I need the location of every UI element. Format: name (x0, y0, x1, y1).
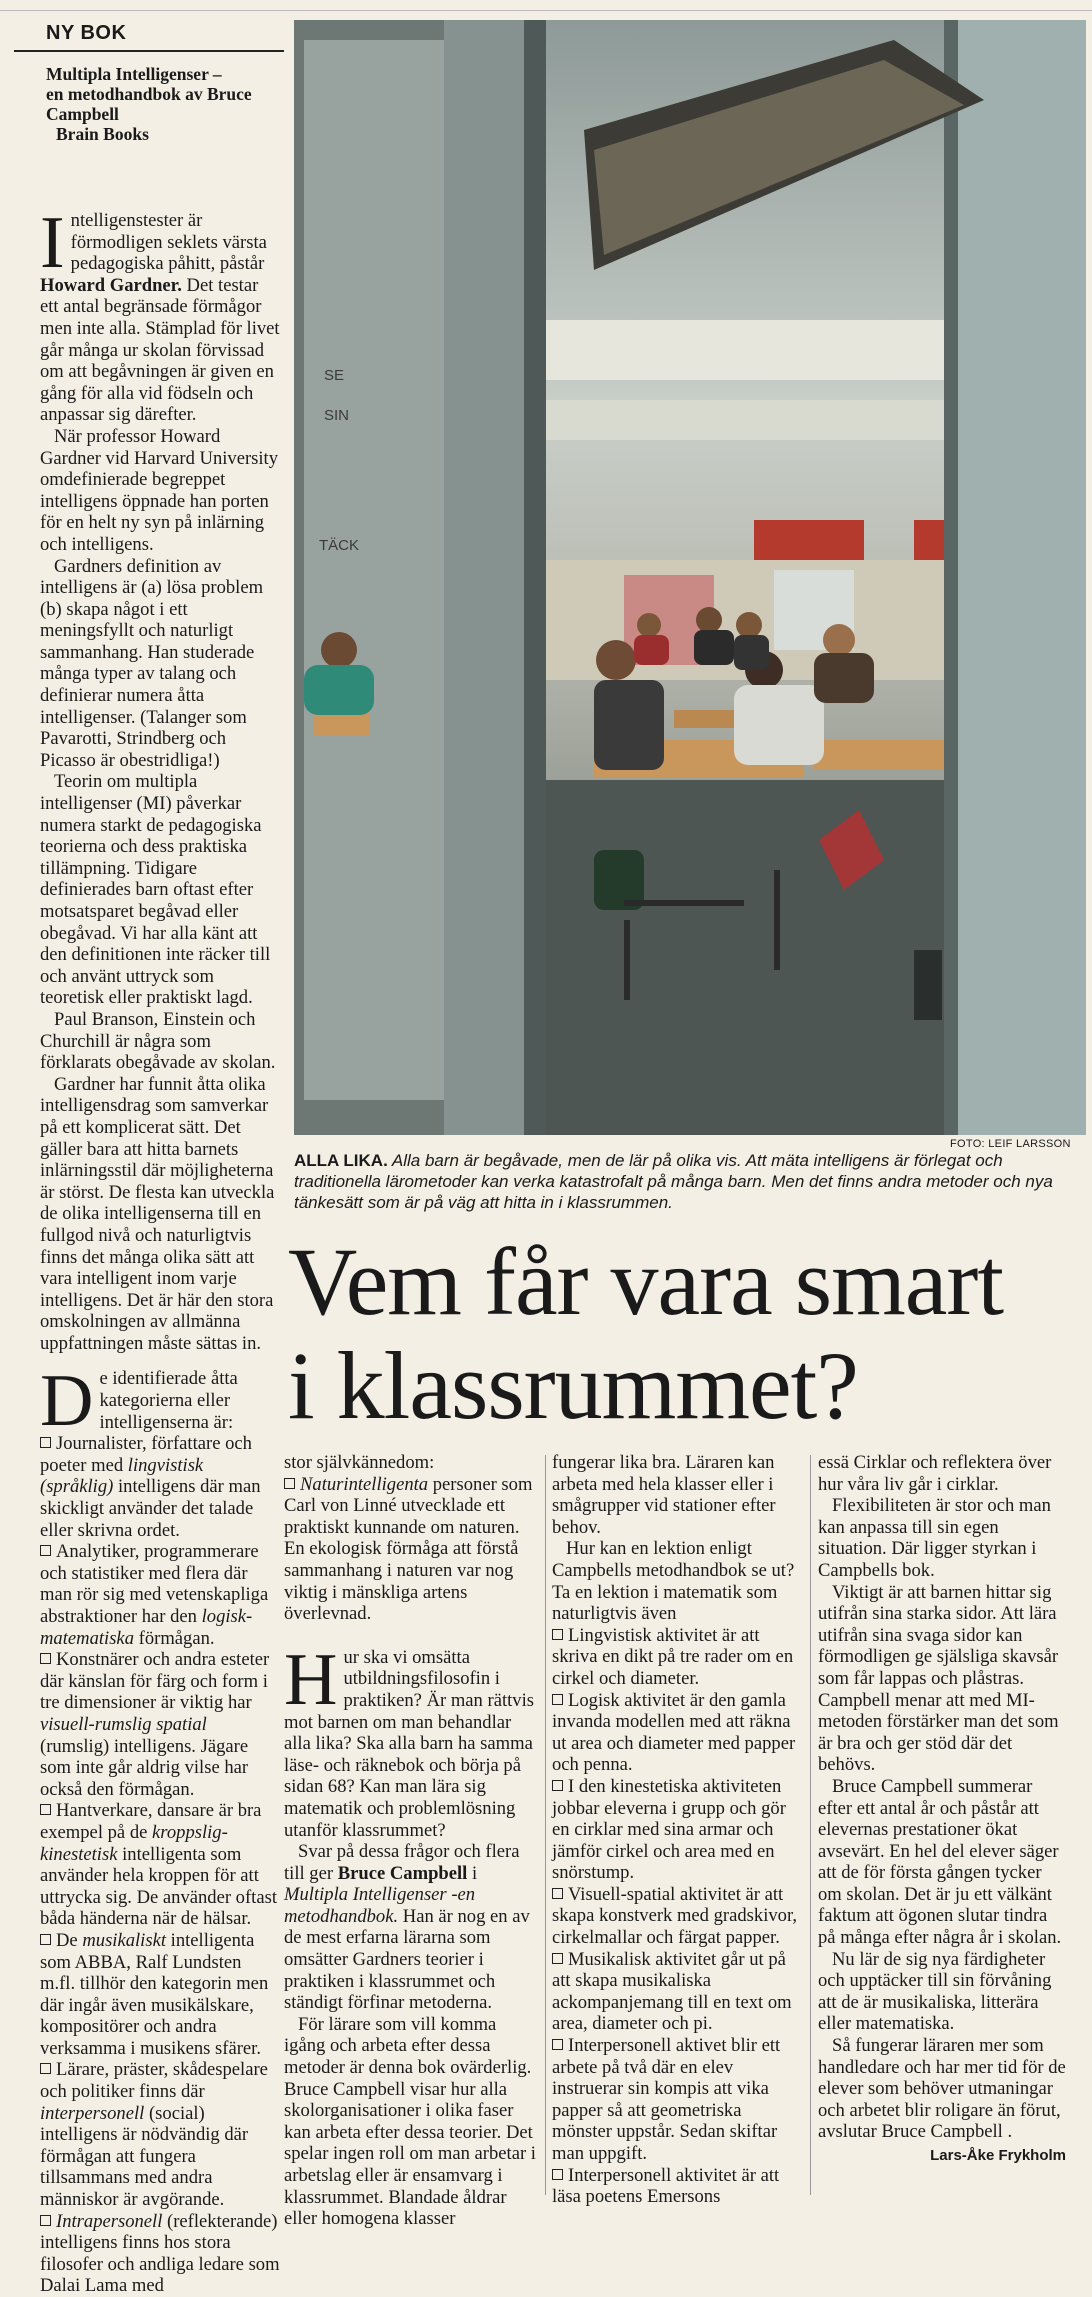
list-item: Intrapersonell (reflekterande) intelligens finns hos stora filosofer och andliga ledare som Dalai Lama med (40, 2210, 280, 2297)
checkbox-bullet-icon (552, 1953, 563, 1964)
list-item: Analytiker, programmerare och statistiker med flera där man rör sig med vetenskapliga abstraktioner har den logisk-matematiska förmågan. (40, 1541, 269, 1649)
list-item: I den kinestetiska aktiviteten jobbar eleverna i grupp och gör en cirklar med sina armar och jämför cirkel och area med en snörstump. (552, 1775, 786, 1884)
list-item: Interpersonell aktivet blir ett arbete på två där en elev instruerar sin kompis att vika papper så att geometriska mönster uppstår. Sedan skiftar man uppgift. (552, 2035, 781, 2164)
list-item: Lingvistisk aktivitet är att skriva en dikt på tre rader om en cirkel och diameter. (552, 1624, 794, 1689)
paragraph: Så fungerar läraren mer som handledare och har mer tid för de elever som behöver utmaningar och arbetet blir roligare än förut, avslutar Bruce Campbell . (818, 2035, 1066, 2143)
caption-lead: ALLA LIKA. (294, 1151, 388, 1170)
dropcap: H (284, 1638, 338, 1721)
paragraph: Bruce Campbell summerar efter ett antal år och påstår att elevernas prestationer ökat avsevärt. En hel del elever säger att de för första gången tycker om skolan. Det är ju ett välkänt faktum att ögonen slutar tindra på många efter några år i skolan. (818, 1775, 1062, 1949)
list-item: Konstnärer och andra esteter där känslan för färg och form i tre dimensioner är viktig har visuell-rumslig spatial (rumslig) intelligens. Jägare som inte går aldrig vilse har också den förmågan. (40, 1649, 270, 1800)
list-item: Naturintelligenta personer som Carl von Linné utvecklade ett praktiskt kunnande om naturen. En ekologisk förmåga att förstå sammanhang i naturen var nog viktig i mänskliga artens överlevnad. (284, 1473, 533, 1625)
headline (288, 1230, 1078, 1438)
checkbox-bullet-icon (40, 1653, 51, 1664)
wall-sign-text: TÄCK (319, 537, 360, 554)
book-info (46, 64, 286, 144)
dropcap: I (40, 202, 65, 284)
paragraph: fungerar lika bra. Läraren kan arbeta med hela klasser eller i smågrupper vid stationer efter behov. (552, 1452, 776, 1538)
paragraph: Flexibiliteten är stor och man kan anpassa till sin egen situation. Där ligger styrkan i Campbells bok. (818, 1495, 1051, 1581)
list-item: Lärare, präster, skådespelare och politiker finns där interpersonell (social) intelligens är nödvändig där förmågan att fungera tillsammans med andra människor är avgörande. (40, 2059, 268, 2211)
checkbox-bullet-icon (40, 2063, 51, 2074)
book-title-line: Campbell (46, 104, 119, 124)
list-item: De musikaliskt intelligenta som ABBA, Ralf Lundsten m.fl. tillhör den kategorin men där ingår även musikälskare, kompositörer och andra verksamma i musikens sfärer. (40, 1929, 269, 2059)
headline-line: Vem får vara smart (288, 1228, 1003, 1335)
list-item: Hantverkare, dansare är bra exempel på de kroppslig-kinestetisk intelligenta som använder hela kroppen för att uttrycka sig. De använder oftast båda händerna när de hälsar. (40, 1800, 277, 1930)
paragraph: Gardners definition av intelligens är (a) lösa problem (b) skapa något i ett meningsfyllt och naturligt sammanhang. Han studerade många typer av talang och definierar numera åtta intelligenser. (Talanger som Pavarotti, Strindberg och Picasso är obestridliga!) (40, 555, 264, 771)
paragraph: essä Cirklar och reflektera över hur våra liv går i cirklar. (818, 1452, 1052, 1495)
section-tag: NY BOK (46, 22, 127, 44)
checkbox-bullet-icon (552, 1780, 563, 1791)
list-item: Visuell-spatial aktivitet är att skapa konstverk med gradskivor, cirkelmallar och färgat papper. (552, 1883, 798, 1949)
section-tag-rule (14, 50, 284, 52)
list-item: Interpersonell aktivitet är att läsa poetens Emersons (552, 2164, 780, 2208)
paragraph: De identifierade åtta kategorierna eller intelligenserna är: (40, 1360, 238, 1443)
checkbox-bullet-icon (40, 1804, 51, 1815)
headline-line: i klassrummet? (288, 1332, 858, 1439)
paragraph: Nu lär de sig nya färdigheter och upptäcker till sin förvåning att de är musikaliska, litterära eller matematiska. (818, 1948, 1052, 2035)
classroom-photo (294, 20, 1086, 1135)
column-rule (545, 1455, 546, 2195)
photo-caption (294, 1150, 1084, 1213)
paragraph: Viktigt är att barnen hittar sig utifrån sina starka sidor. Att lära utifrån sina svaga sidor kan förmodligen ge själsliga skavsår som får lappas och plåstras. Campbell menar att med MI-metoden förstärker man det som är bra och ger stöd där det behövs. (818, 1581, 1059, 1776)
classroom-image (294, 20, 1086, 1135)
checkbox-bullet-icon (552, 1888, 563, 1899)
wall-sign-text: SIN (324, 407, 350, 424)
checkbox-bullet-icon (552, 2039, 563, 2050)
list-item: Logisk aktivitet är den gamla invanda modellen med att räkna ut area och diameter med papper och penna. (552, 1689, 796, 1776)
paragraph: Hur ska vi omsätta utbildningsfilosofin i praktiken? Är man rättvis mot barnen om man behandlar alla lika? Ska alla barn ha samma läse- och räknebok och börja på sidan 68? Kan man lära sig matematik och problemlösning utanför klassrummet? (284, 1638, 534, 1841)
caption-text: Alla barn är begåvade, men de lär på olika vis. Att mäta intelligens är förlegat och traditionella lärometoder kan verka katastrofalt på många barn. Men det finns andra metoder och nya tänkesätt som är på väg att hitta in i klassrummen. (294, 1151, 1053, 1212)
author-signature: Lars-Åke Frykholm (930, 2147, 1066, 2164)
book-title-line: en metodhandbok av Bruce (46, 84, 252, 104)
checkbox-bullet-icon (552, 2169, 563, 2180)
paragraph: stor självkännedom: (284, 1452, 435, 1473)
paragraph: För lärare som vill komma igång och arbeta efter dessa metoder är denna bok ovärderlig. Bruce Campbell visar hur alla skolorganisationer i olika faser kan arbeta efter dessa teorier. Det spelar ingen roll om man arbetar i arbetslag eller är ensamvarg i klassrummet. Blandade åldrar eller homogena klasser (284, 2013, 536, 2230)
book-title-line: Multipla Intelligenser – (46, 64, 222, 84)
column-1 (40, 202, 280, 2297)
paragraph: Hur kan en lektion enligt Campbells metodhandbok se ut? Ta en lektion i matematik som naturligtvis även (552, 1538, 795, 1625)
paragraph: Gardner har funnit åtta olika intelligensdrag som samverkar på ett komplicerat sätt. Det gäller bara att hitta barnets inlärningsstil där möjligheterna är störst. De flesta kan utveckla de olika intelligenserna till en fullgod nivå och naturligtvis finns det många olika sätt att vara intelligent inom varje intelligens. Det är här den stora omskolningen av allmänna uppfattningen måste sättas in. (40, 1073, 275, 1354)
paragraph: Svar på dessa frågor och flera till ger Bruce Campbell i Multipla Intelligenser -en metodhandbok. Han är nog en av de mest erfarna lärarna som omsätter Gardners teorier i praktiken i klassrummet och ständigt förfinar metoderna. (284, 1841, 530, 2014)
checkbox-bullet-icon (552, 1694, 563, 1705)
paragraph: När professor Howard Gardner vid Harvard University omdefinierade begreppet intelligens öppnade han porten för en helt ny syn på inlärning och intelligens. (40, 425, 279, 555)
top-edge (0, 0, 1092, 11)
dropcap: D (40, 1360, 94, 1443)
checkbox-bullet-icon (40, 1545, 51, 1556)
column-2 (284, 1452, 538, 2230)
checkbox-bullet-icon (40, 2215, 51, 2226)
column-rule (810, 1455, 811, 2195)
lead-paragraph: Intelligenstester är förmodligen seklets värsta pedagogiska påhitt, påstår Howard Gardner. Det testar ett antal begränsade förmågor men inte alla. Stämplad för livet går många ur skolan förvissad om att begåvningen är given en gång för alla vid födseln och anpassar sig därefter. (40, 202, 280, 426)
checkbox-bullet-icon (552, 1629, 563, 1640)
wall-sign-text: SE (324, 367, 345, 384)
checkbox-bullet-icon (284, 1478, 295, 1489)
book-publisher: Brain Books (56, 124, 149, 144)
column-3 (552, 1452, 802, 2208)
checkbox-bullet-icon (40, 1437, 51, 1448)
column-4 (818, 1452, 1066, 2167)
paragraph: Teorin om multipla intelligenser (MI) påverkar numera starkt de pedagogiska teorierna och dess praktiska tillämpning. Tidigare definierades barn oftast efter motsatsparet begåvad eller obegåvad. Vi har alla känt att den definitionen inte räcker till och använt uttryck som teoretisk eller praktiskt lagd. (40, 771, 271, 1009)
list-item: Journalister, författare och poeter med lingvistisk (språklig) intelligens där man skickligt använder det talade eller skrivna ordet. (40, 1433, 261, 1541)
photo-credit: FOTO: LEIF LARSSON (950, 1138, 1071, 1150)
list-item: Musikalisk aktivitet går ut på att skapa musikaliska ackompanjemang till en text om area, diameter och pi. (552, 1948, 792, 2035)
paragraph: Paul Branson, Einstein och Churchill är några som förklarats obegåvade av skolan. (40, 1008, 276, 1074)
checkbox-bullet-icon (40, 1934, 51, 1945)
